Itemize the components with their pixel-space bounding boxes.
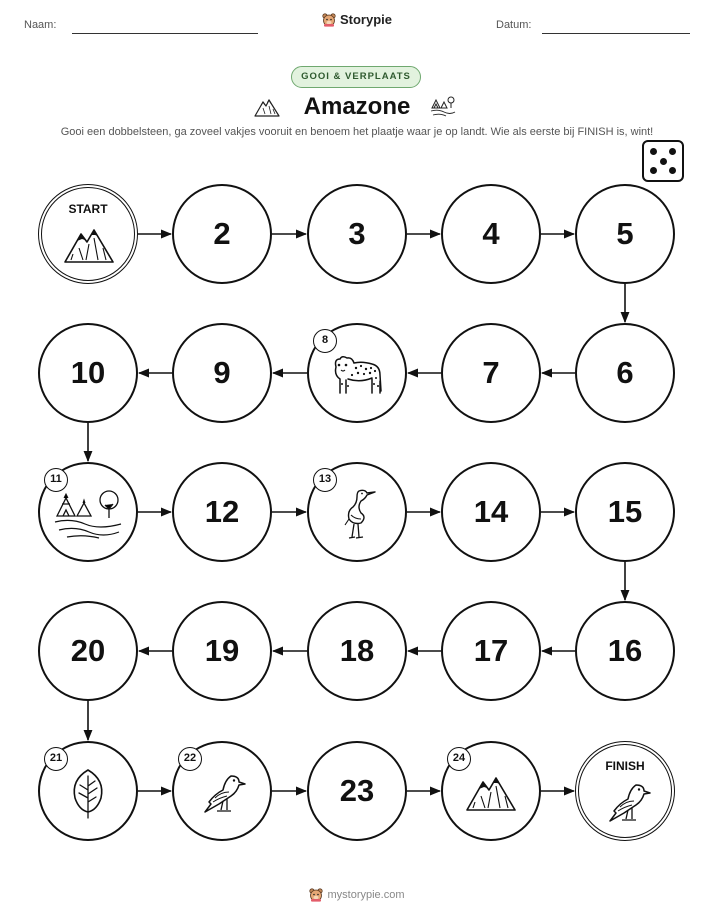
finish-label: FINISH [605, 759, 645, 773]
brand-name: Storypie [339, 12, 392, 27]
village-icon [53, 488, 123, 545]
board-cell-9 [172, 323, 272, 423]
cell-number-badge: 11 [44, 468, 68, 492]
heron-icon [337, 485, 377, 548]
board-cell-17 [441, 601, 541, 701]
bear-logo-icon [309, 888, 323, 902]
cell-number-badge: 22 [178, 747, 202, 771]
board-cell-19 [172, 601, 272, 701]
board-cell-4 [441, 184, 541, 284]
board-cell-20 [38, 601, 138, 701]
cell-number-badge: 13 [313, 468, 337, 492]
date-label: Datum: [496, 19, 532, 31]
cell-number: 20 [70, 633, 106, 668]
cell-number-badge: 21 [44, 747, 68, 771]
bird-icon [602, 777, 652, 832]
name-label: Naam: [24, 19, 57, 31]
finish-cell [575, 741, 675, 841]
cell-number: 2 [213, 216, 231, 251]
board-cell-12 [172, 462, 272, 562]
jaguar-icon [328, 351, 386, 404]
cell-number: 7 [482, 355, 500, 390]
cell-number: 14 [473, 494, 509, 529]
cell-number: 10 [70, 355, 106, 390]
cell-number: 4 [482, 216, 500, 251]
cell-number: 17 [473, 633, 509, 668]
page-title: Amazone [303, 93, 411, 120]
cell-number: 19 [204, 633, 240, 668]
cell-number: 9 [213, 355, 231, 390]
start-label: START [68, 202, 108, 216]
footer-url: mystorypie.com [327, 889, 405, 901]
footer [0, 888, 714, 905]
cell-number: 6 [616, 355, 634, 390]
board-cell-15 [575, 462, 675, 562]
board-cell-14 [441, 462, 541, 562]
board-cell-23 [307, 741, 407, 841]
board-cell-16 [575, 601, 675, 701]
cell-number: 18 [339, 633, 375, 668]
mountain-icon [63, 224, 115, 271]
game-type-badge: GOOI & VERPLAATS [291, 66, 421, 88]
board-cell-5 [575, 184, 675, 284]
board-cell-6 [575, 323, 675, 423]
cell-number: 23 [339, 773, 375, 808]
leaf-icon [67, 766, 109, 825]
cell-number: 5 [616, 216, 634, 251]
board-cell-10 [38, 323, 138, 423]
start-cell [38, 184, 138, 284]
board-cell-2 [172, 184, 272, 284]
cell-number-badge: 24 [447, 747, 471, 771]
instructions-text: Gooi een dobbelsteen, ga zoveel vakjes vooruit en benoem het plaatje waar je op landt. Wie als eerste bij FINISH is, wint! [60, 126, 654, 138]
board-cell-3 [307, 184, 407, 284]
cell-number-badge: 8 [313, 329, 337, 353]
board-cell-7 [441, 323, 541, 423]
cell-number: 15 [607, 494, 643, 529]
board-cell-18 [307, 601, 407, 701]
cell-number: 16 [607, 633, 643, 668]
mountain-icon [465, 772, 517, 819]
cell-number: 12 [204, 494, 240, 529]
bird-icon [197, 768, 247, 823]
cell-number: 3 [348, 216, 366, 251]
